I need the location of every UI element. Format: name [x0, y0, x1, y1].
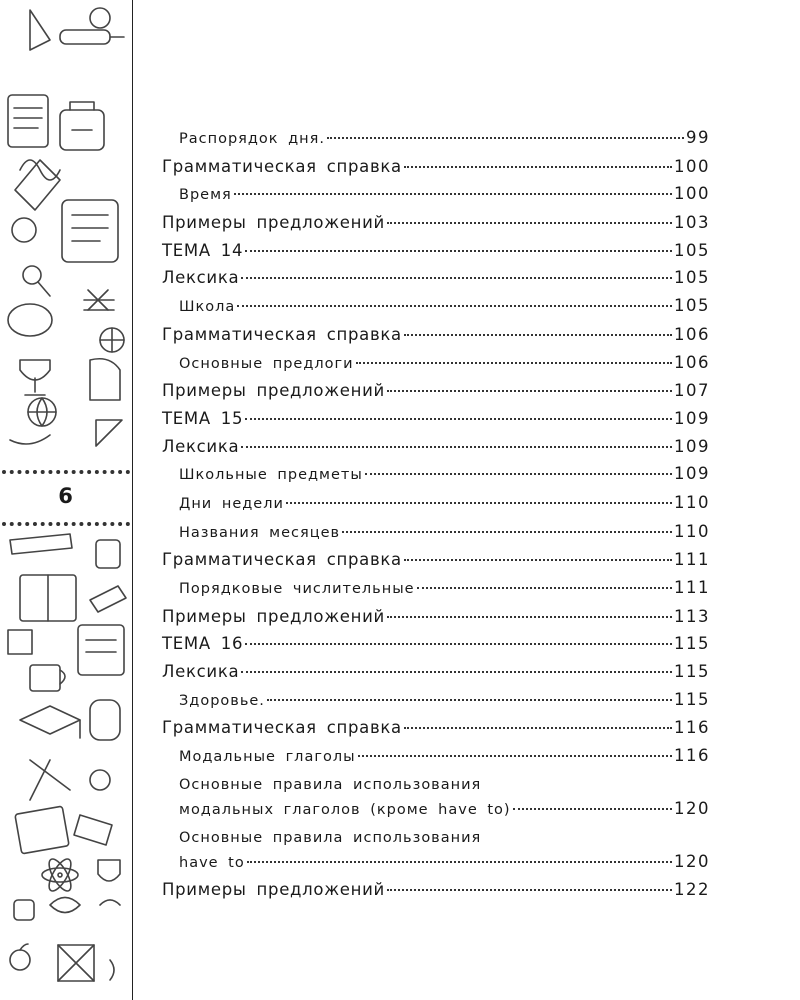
toc-entry-page: 111	[674, 550, 710, 570]
toc-entry-page: 103	[674, 213, 710, 233]
toc-entry	[162, 522, 710, 543]
dot-leader	[245, 250, 672, 252]
toc-entry-title: ТЕМА 16	[162, 634, 244, 654]
dot-leader	[241, 671, 672, 673]
toc-entry	[162, 437, 710, 457]
toc-entry-title: Распорядок дня.	[179, 131, 325, 147]
toc-entry	[162, 213, 710, 233]
toc-entry-page: 116	[674, 746, 710, 766]
toc-entry-page: 105	[674, 268, 710, 288]
toc-entry-page: 113	[674, 606, 710, 626]
toc-entry	[162, 578, 710, 599]
toc-entry-page: 109	[674, 436, 710, 456]
dot-leader	[358, 755, 672, 757]
dot-leader	[387, 222, 672, 224]
lower-doodles	[8, 534, 126, 981]
toc-entry-title: модальных глаголов (кроме have to)	[179, 801, 511, 818]
dot-leader	[245, 418, 672, 420]
toc-entry	[162, 409, 710, 429]
toc-entry-page: 111	[674, 578, 710, 597]
dot-leader	[404, 334, 672, 336]
dot-leader	[245, 643, 672, 645]
toc-entry-page: 100	[674, 156, 710, 176]
toc-entry	[162, 325, 710, 345]
table-of-contents	[162, 128, 710, 908]
toc-entry-page: 105	[674, 240, 710, 260]
dotted-divider-bottom	[2, 522, 130, 526]
atom-doodle	[42, 868, 78, 882]
toc-entry-page: 106	[674, 324, 710, 344]
toc-entry	[162, 607, 710, 627]
scroll-doodle	[90, 359, 120, 400]
toc-entry-title-line1: Основные правила использования	[179, 776, 482, 793]
dot-leader	[404, 559, 672, 561]
toc-entry	[162, 746, 710, 767]
toc-entry-title: Грамматическая справка	[162, 718, 402, 738]
toc-entry-title: Примеры предложений	[162, 606, 385, 626]
dot-leader	[234, 193, 672, 195]
paper-roll-doodle	[10, 534, 72, 554]
toc-entry	[162, 880, 710, 900]
graduation-cap-doodle	[20, 706, 80, 734]
doodle-sidebar	[0, 0, 133, 1000]
dotted-divider-top	[2, 470, 130, 474]
toc-entry	[162, 690, 710, 711]
dot-leader	[241, 446, 672, 448]
toc-entry	[162, 662, 710, 682]
toc-entry-page: 122	[674, 880, 710, 900]
toc-entry-title: have to	[179, 854, 245, 871]
dot-leader	[387, 616, 672, 618]
pencil-doodle	[60, 30, 110, 44]
toc-entry-page: 120	[674, 798, 710, 818]
toc-entry	[162, 464, 710, 485]
toc-entry-title: Школьные предметы	[179, 467, 363, 484]
toc-entry	[162, 268, 710, 288]
toc-entry-title: Порядковые числительные	[179, 581, 415, 597]
puzzle-doodle	[8, 630, 32, 654]
dot-leader	[404, 166, 672, 168]
toc-entry-page: 115	[674, 662, 710, 682]
dot-leader	[286, 502, 672, 504]
toc-entry	[162, 381, 710, 401]
dot-leader	[513, 808, 672, 810]
tablet-doodle	[62, 200, 118, 262]
upper-doodles	[8, 8, 124, 446]
dot-leader	[404, 727, 672, 729]
toc-entry-title: Здоровье.	[179, 692, 265, 709]
page-number: 6	[58, 484, 74, 508]
toc-entry-title: Время	[179, 187, 232, 204]
dot-leader	[417, 587, 672, 589]
cap-doodle	[8, 304, 52, 336]
toc-entry-title: Названия месяцев	[179, 524, 341, 541]
dot-leader	[237, 305, 672, 307]
toc-entry	[162, 775, 710, 820]
toc-entry-title-line1: Основные правила использования	[179, 829, 482, 846]
toc-entry-title: Грамматическая справка	[162, 324, 402, 344]
toc-entry-page: 110	[674, 521, 710, 541]
compass-doodle	[30, 760, 70, 790]
apple-doodle	[10, 950, 30, 970]
toc-entry-title: Лексика	[162, 662, 240, 682]
toc-entry-page: 115	[674, 689, 710, 709]
dot-leader	[327, 137, 684, 139]
toc-entry-page: 106	[674, 352, 710, 372]
toc-entry	[162, 493, 710, 514]
toc-entry-page: 109	[674, 408, 710, 428]
page-number-band	[0, 470, 132, 526]
toc-entry-title: Грамматическая справка	[162, 156, 402, 176]
toc-entry-title: Модальные глаголы	[179, 749, 356, 766]
toc-entry-title: Примеры предложений	[162, 213, 385, 233]
toc-entry	[162, 634, 710, 654]
clipboard-doodle	[78, 625, 124, 675]
small-trophy-doodle	[98, 860, 120, 881]
toc-entry-title: Школа	[179, 299, 236, 316]
dot-leader	[247, 861, 672, 863]
ruler-triangle-doodle	[96, 420, 122, 446]
toc-entry	[162, 550, 710, 570]
dot-leader	[356, 362, 672, 364]
toc-entry-page: 100	[674, 184, 710, 204]
toc-entry-page: 115	[674, 634, 710, 654]
toc-entry-page: 110	[674, 492, 710, 512]
dot-leader	[241, 277, 672, 279]
toc-entry-title: Грамматическая справка	[162, 550, 402, 570]
toc-entry	[162, 157, 710, 177]
toc-entry-page: 107	[674, 381, 710, 401]
toc-entry-page: 116	[674, 718, 710, 738]
dot-leader	[267, 699, 672, 701]
trophy-doodle	[20, 360, 50, 380]
toc-entry-title: Примеры предложений	[162, 880, 385, 900]
toc-entry-page: 105	[674, 296, 710, 316]
toc-entry-title: Лексика	[162, 436, 240, 456]
toc-entry	[162, 296, 710, 317]
toc-entry-page: 99	[686, 128, 710, 147]
toc-entry	[162, 828, 710, 873]
toc-entry-page: 109	[674, 464, 710, 484]
toc-entry-title: ТЕМА 14	[162, 240, 244, 260]
toc-entry-title: ТЕМА 15	[162, 408, 244, 428]
notepad-doodle	[15, 806, 69, 854]
dot-leader	[387, 889, 672, 891]
mug-doodle	[30, 665, 60, 691]
leaf-doodle	[50, 898, 80, 913]
dot-leader	[387, 390, 672, 392]
toc-entry	[162, 241, 710, 261]
toc-entry	[162, 128, 710, 149]
toc-entry-title: Лексика	[162, 268, 240, 288]
toc-entry-page: 120	[674, 851, 710, 871]
toc-entry-title: Дни недели	[179, 495, 284, 512]
toc-entry	[162, 718, 710, 738]
dot-leader	[365, 473, 672, 475]
toc-entry	[162, 184, 710, 205]
toc-entry	[162, 353, 710, 374]
toc-entry-title: Примеры предложений	[162, 381, 385, 401]
toc-entry-title: Основные предлоги	[179, 355, 354, 372]
dot-leader	[342, 531, 672, 533]
notebook-doodle	[8, 95, 48, 147]
